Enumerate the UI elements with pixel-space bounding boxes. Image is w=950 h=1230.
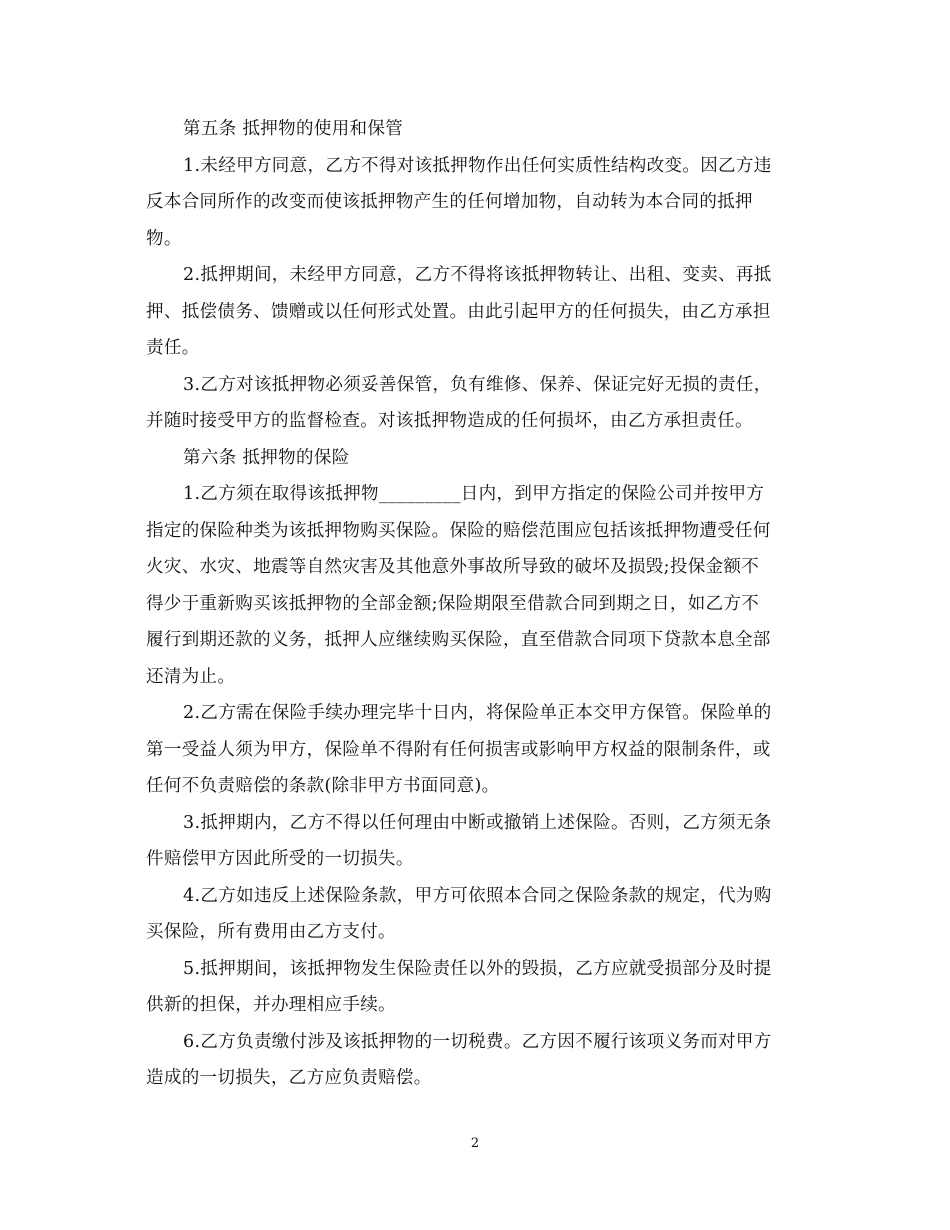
paragraph-line: 6.乙方负责缴付涉及该抵押物的一切税费。乙方因不履行该项义务而对甲方 bbox=[183, 1031, 772, 1052]
paragraph-line: 火灾、水灾、地震等自然灾害及其他意外事故所导致的破坏及损毁;投保金额不 bbox=[146, 557, 760, 577]
paragraph-line: 任何不负责赔偿的条款(除非甲方书面同意)。 bbox=[146, 776, 500, 796]
paragraph-line: 5.抵押期间，该抵押物发生保险责任以外的毁损，乙方应就受损部分及时提 bbox=[183, 958, 772, 979]
paragraph-line: 得少于重新购买该抵押物的全部金额;保险期限至借款合同到期之日，如乙方不 bbox=[146, 593, 760, 614]
paragraph-line: 3.乙方对该抵押物必须妥善保管，负有维修、保养、保证完好无损的责任， bbox=[183, 374, 772, 395]
paragraph-line: 押、抵偿债务、馈赠或以任何形式处置。由此引起甲方的任何损失，由乙方承担 bbox=[146, 301, 771, 322]
paragraph-line: 物。 bbox=[146, 228, 182, 249]
paragraph-line: 件赔偿甲方因此所受的一切损失。 bbox=[146, 849, 414, 869]
paragraph-line: 并随时接受甲方的监督检查。对该抵押物造成的任何损坏，由乙方承担责任。 bbox=[146, 411, 753, 431]
paragraph-line: 买保险，所有费用由乙方支付。 bbox=[146, 922, 396, 942]
paragraph-line: 责任。 bbox=[146, 338, 200, 358]
page-number: 2 bbox=[470, 1136, 480, 1151]
paragraph-line: 4.乙方如违反上述保险条款，甲方可依照本合同之保险条款的规定，代为购 bbox=[183, 885, 772, 906]
document-body bbox=[146, 111, 802, 1097]
paragraph-line: 指定的保险种类为该抵押物购买保险。保险的赔偿范围应包括该抵押物遭受任何 bbox=[146, 520, 771, 541]
paragraph-line: 2.抵押期间，未经甲方同意，乙方不得将该抵押物转让、出租、变卖、再抵 bbox=[183, 265, 772, 285]
paragraph-line: 反本合同所作的改变而使该抵押物产生的任何增加物，自动转为本合同的抵押 bbox=[146, 192, 753, 212]
paragraph-line: 1.未经甲方同意，乙方不得对该抵押物作出任何实质性结构改变。因乙方违 bbox=[183, 155, 772, 176]
paragraph-line: 第一受益人须为甲方，保险单不得附有任何损害或影响甲方权益的限制条件，或 bbox=[146, 739, 771, 760]
paragraph-line: 供新的担保，并办理相应手续。 bbox=[146, 995, 396, 1015]
paragraph-line: 2.乙方需在保险手续办理完毕十日内，将保险单正本交甲方保管。保险单的 bbox=[183, 703, 772, 723]
paragraph-line: 1.乙方须在取得该抵押物_________日内，到甲方指定的保险公司并按甲方 bbox=[183, 484, 765, 504]
article-6-heading: 第六条 抵押物的保险 bbox=[183, 447, 350, 468]
paragraph-line: 造成的一切损失，乙方应负责赔偿。 bbox=[146, 1068, 432, 1088]
paragraph-line: 3.抵押期内，乙方不得以任何理由中断或撤销上述保险。否则，乙方须无条 bbox=[183, 812, 772, 833]
article-5-heading: 第五条 抵押物的使用和保管 bbox=[183, 119, 404, 139]
paragraph-line: 还清为止。 bbox=[146, 666, 236, 687]
paragraph-line: 履行到期还款的义务，抵押人应继续购买保险，直至借款合同项下贷款本息全部 bbox=[146, 630, 771, 650]
